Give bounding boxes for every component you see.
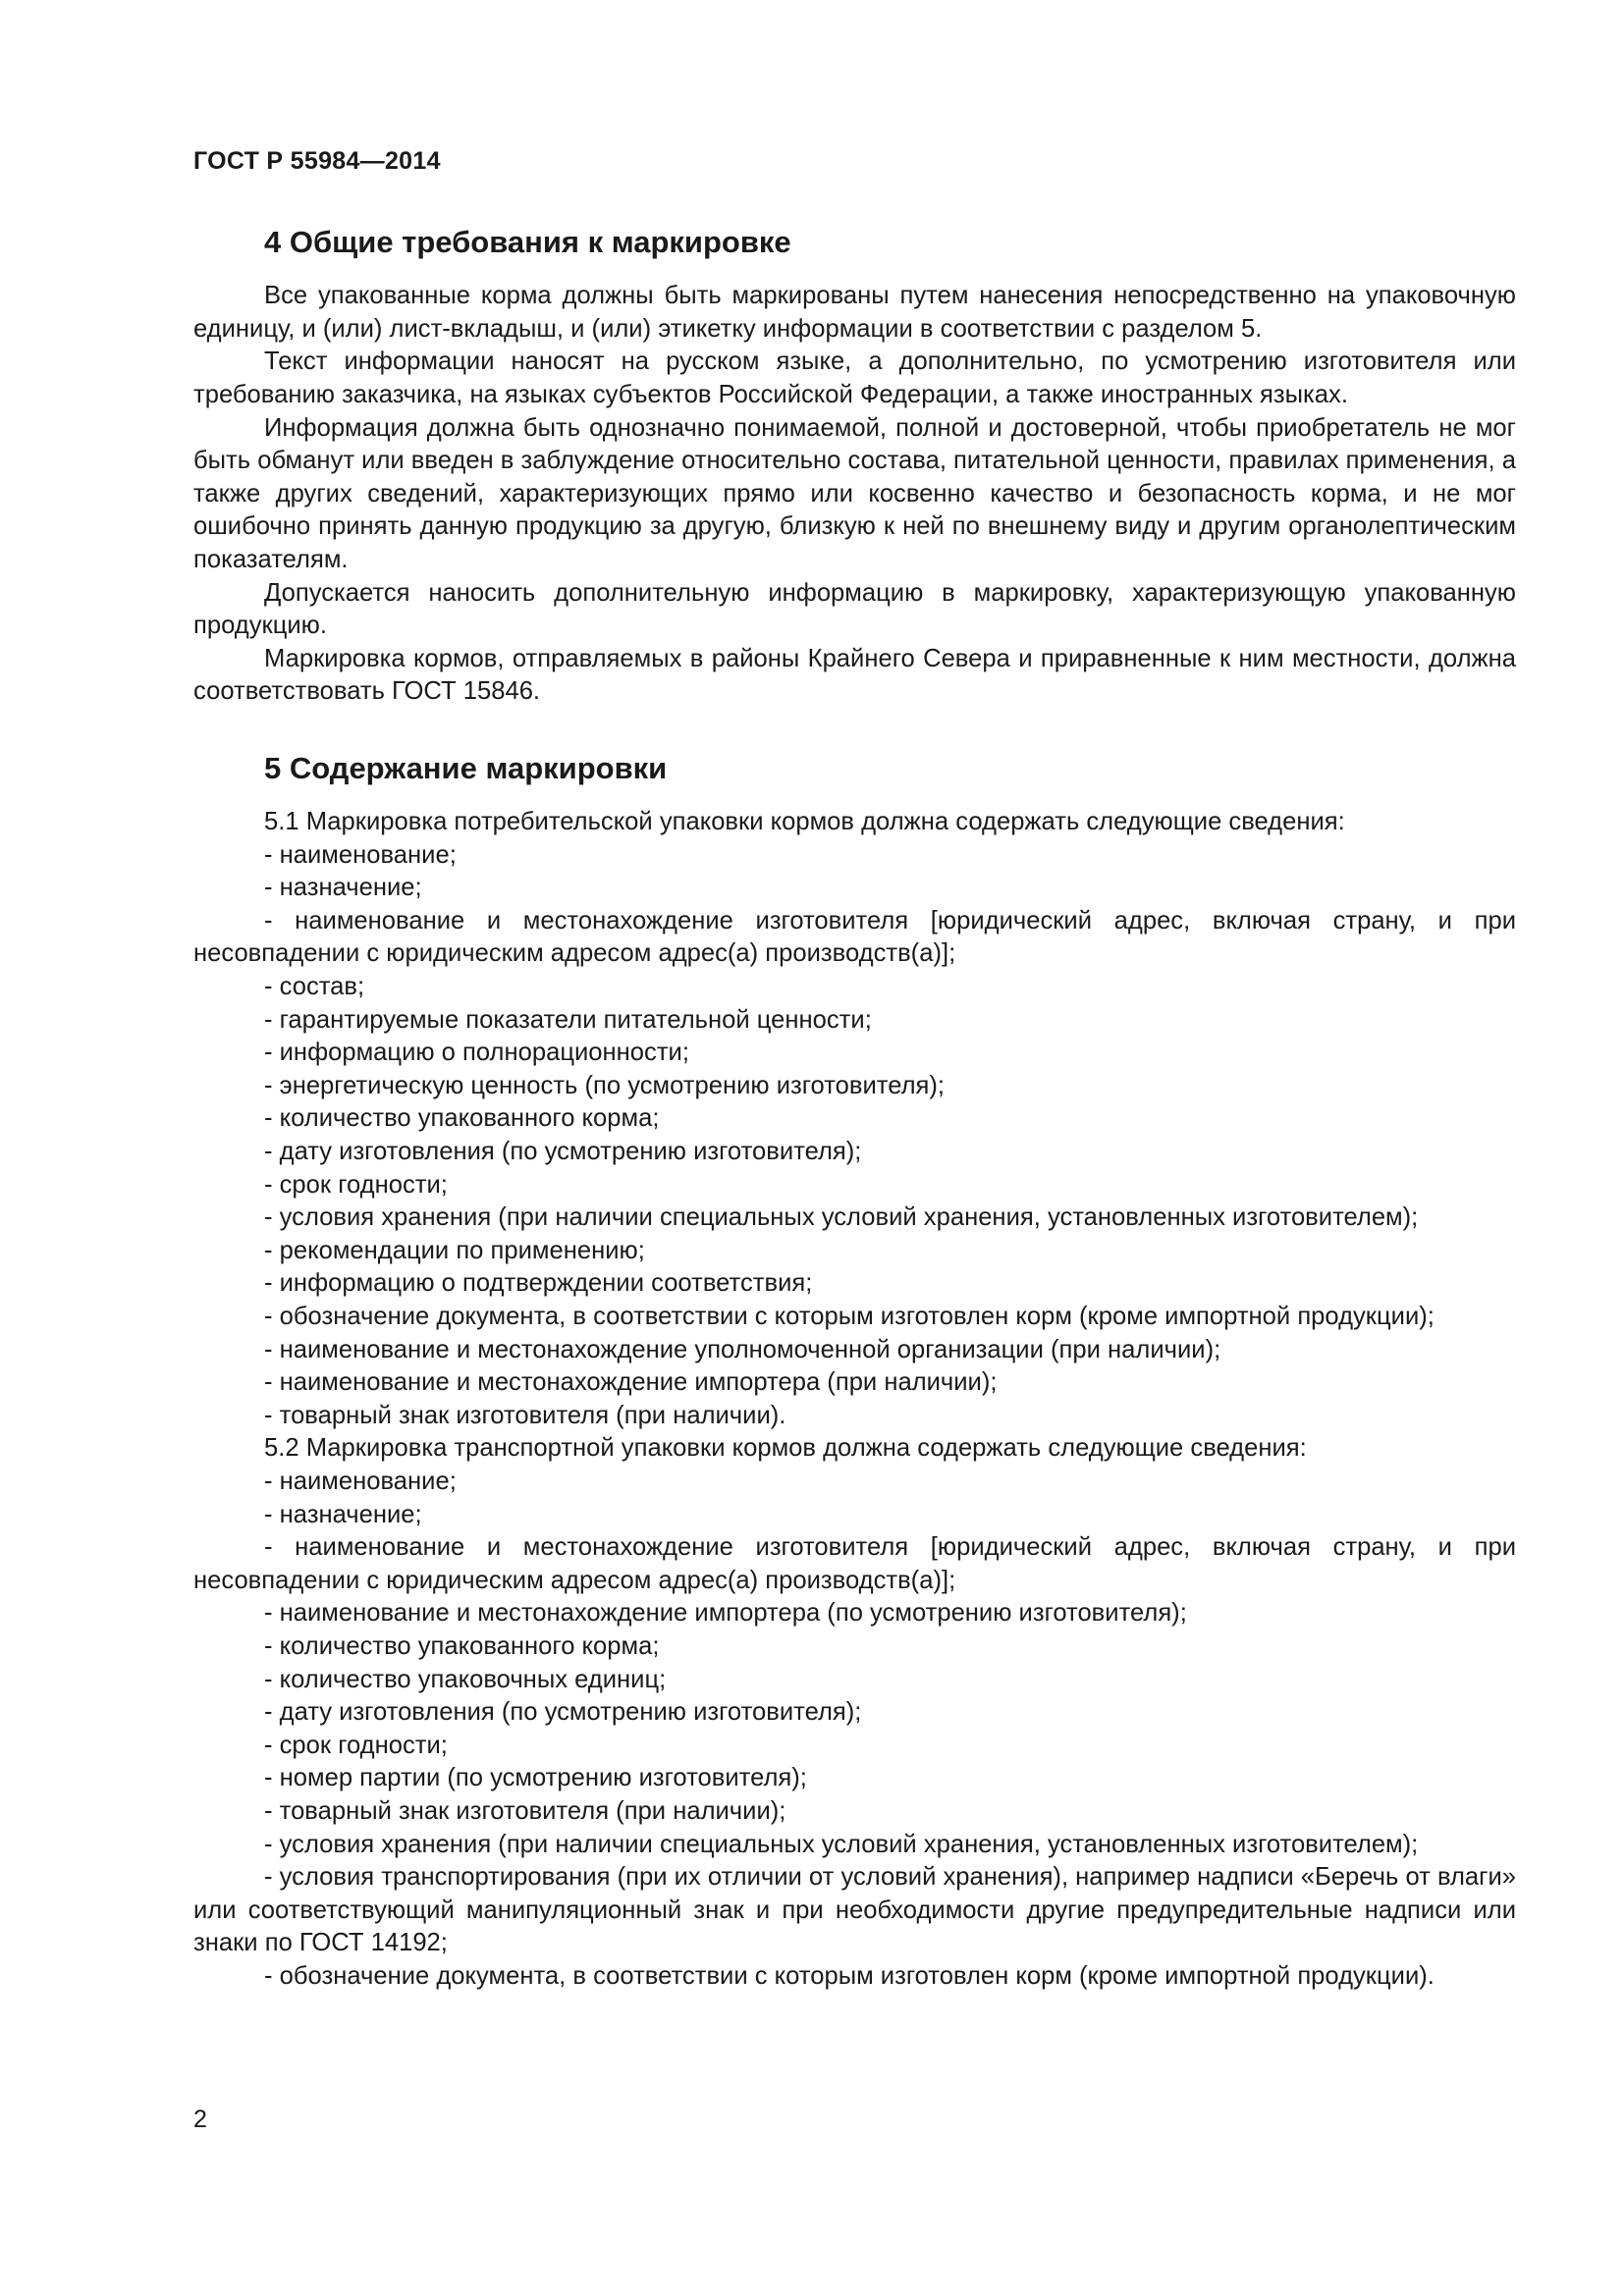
list-item: - наименование; <box>264 840 457 869</box>
list-item: - наименование и местонахождение импортера (при наличии); <box>264 1368 998 1397</box>
list-item: - товарный знак изготовителя (при наличии); <box>264 1796 786 1825</box>
section-5-title: 5 Содержание маркировки <box>264 750 668 785</box>
section-4 <box>193 224 1516 709</box>
section-4-paragraph-5: Маркировка кормов, отправляемых в районы Крайнего Севера и приравненные к ним местности, должна соответствовать ГОСТ 15846. <box>193 644 1516 706</box>
list-item: - наименование и местонахождение уполномоченной организации (при наличии); <box>264 1335 1221 1363</box>
list-item: - условия хранения (при наличии специальных условий хранения, установленных изготовителем); <box>264 1203 1419 1232</box>
list-item: - наименование и местонахождение изготовителя [юридический адрес, включая страну, и при несовпадении с юридическим адресом адрес(а) производств(а)]; <box>193 906 1516 968</box>
list-item: - условия транспортирования (при их отличии от условий хранения), например надписи «Беречь от влаги» или соответствующий манипуляционный знак и при необходимости другие предупредительные надписи или знаки по ГОСТ 14192; <box>193 1863 1516 1957</box>
list-item: - товарный знак изготовителя (при наличии). <box>264 1401 786 1429</box>
list-item: - дату изготовления (по усмотрению изготовителя); <box>264 1138 862 1166</box>
document-body <box>193 224 1516 1993</box>
list-item: - назначение; <box>264 874 422 902</box>
list-item: - срок годности; <box>264 1731 448 1759</box>
list-item: - срок годности; <box>264 1170 448 1199</box>
list-item: - информацию о полнорационности; <box>264 1039 689 1067</box>
list-item: - обозначение документа, в соответствии с которым изготовлен корм (кроме импортной продукции). <box>264 1961 1435 1990</box>
list-item: - количество упаковочных единиц; <box>264 1665 667 1693</box>
list-item: - назначение; <box>264 1500 422 1528</box>
section-4-paragraph-2: Текст информации наносят на русском языке, а дополнительно, по усмотрению изготовителя или требованию заказчика, на языках субъектов Российской Федерации, а также иностранных языках. <box>193 347 1516 408</box>
list-item: - наименование; <box>264 1467 457 1495</box>
section-5 <box>193 750 1516 1994</box>
section-4-paragraph-4: Допускается наносить дополнительную информацию в маркировку, характеризующую упакованную продукцию. <box>193 578 1516 640</box>
list-item: - наименование и местонахождение изготовителя [юридический адрес, включая страну, и при несовпадении с юридическим адресом адрес(а) производств(а)]; <box>193 1533 1516 1594</box>
document-code-header: ГОСТ Р 55984—2014 <box>193 147 441 175</box>
list-item: - информацию о подтверждении соответствия; <box>264 1269 813 1298</box>
list-item: - наименование и местонахождение импортера (по усмотрению изготовителя); <box>264 1599 1187 1628</box>
clause-5-2-list <box>193 1466 1516 1994</box>
section-4-title: 4 Общие требования к маркировке <box>264 225 791 259</box>
list-item: - состав; <box>264 973 365 1001</box>
section-4-paragraph-1: Все упакованные корма должны быть маркированы путем нанесения непосредственно на упаковочную единицу, и (или) лист-вкладыш, и (или) этикетку информации в соответствии с разделом 5. <box>193 282 1516 343</box>
list-item: - обозначение документа, в соответствии с которым изготовлен корм (кроме импортной продукции); <box>264 1303 1435 1330</box>
list-item: - количество упакованного корма; <box>264 1104 660 1133</box>
clause-5-1-intro: 5.1 Маркировка потребительской упаковки кормов должна содержать следующие сведения: <box>264 808 1345 836</box>
list-item: - гарантируемые показатели питательной ценности; <box>264 1005 872 1034</box>
clause-5-1-list <box>193 839 1516 1433</box>
list-item: - рекомендации по применению; <box>264 1236 645 1264</box>
page-number: 2 <box>193 2106 207 2133</box>
list-item: - количество упакованного корма; <box>264 1631 660 1660</box>
list-item: - дату изготовления (по усмотрению изготовителя); <box>264 1698 862 1727</box>
list-item: - номер партии (по усмотрению изготовителя); <box>264 1764 807 1792</box>
list-item: - энергетическую ценность (по усмотрению изготовителя); <box>264 1071 946 1099</box>
section-4-paragraph-3: Информация должна быть однозначно понимаемой, полной и достоверной, чтобы приобретатель не мог быть обманут или введен в заблуждение относительно состава, питательной ценности, правилах применения, а также других сведений, характеризующих прямо или косвенно качество и безопасность корма, и не мог ошибочно принять данную продукцию за другую, близкую к ней по внешнему виду и другим органолептическим показателям. <box>193 413 1516 573</box>
clause-5-2-intro: 5.2 Маркировка транспортной упаковки кормов должна содержать следующие сведения: <box>264 1434 1307 1463</box>
list-item: - условия хранения (при наличии специальных условий хранения, установленных изготовителем); <box>264 1830 1419 1858</box>
